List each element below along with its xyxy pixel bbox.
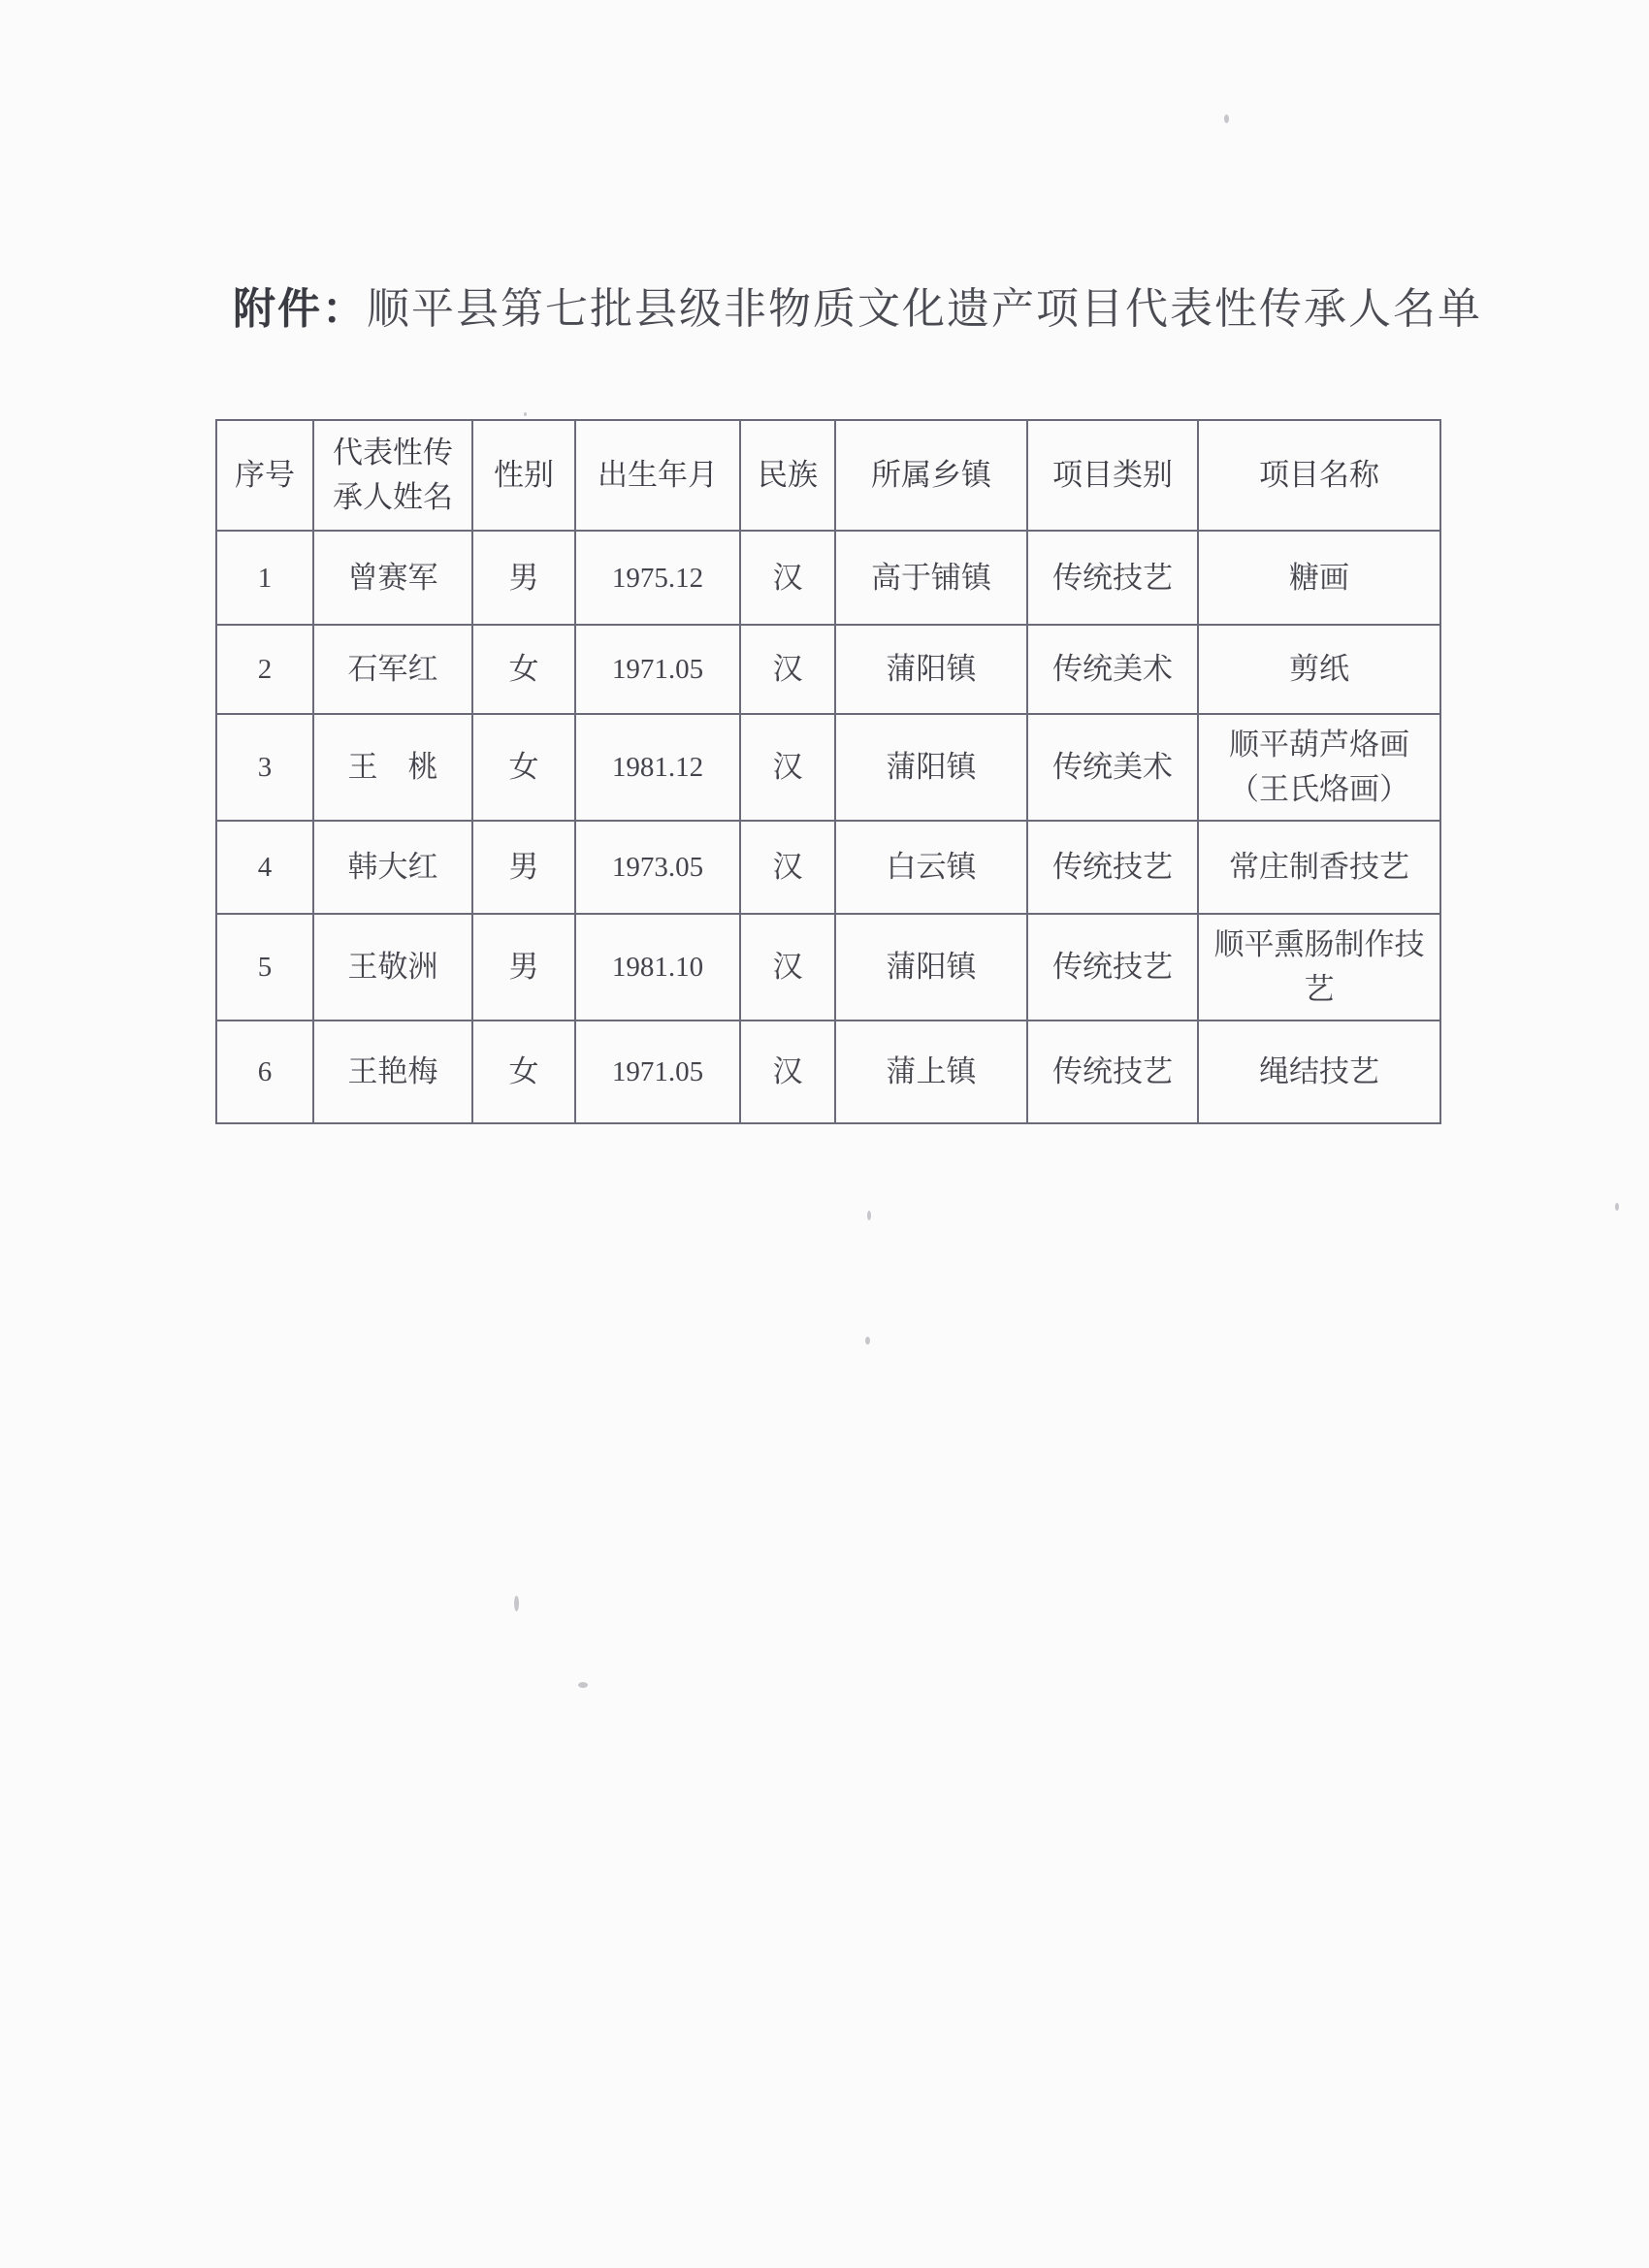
title-prefix: 附件： [233,284,367,334]
cell-project: 顺平熏肠制作技艺 [1198,914,1440,1021]
cell-seq: 3 [216,714,313,821]
cell-category: 传统技艺 [1027,531,1198,625]
cell-ethnicity: 汉 [740,714,835,821]
cell-ethnicity: 汉 [740,531,835,625]
cell-name: 韩大红 [313,821,472,914]
cell-name: 王艳梅 [313,1021,472,1123]
cell-ethnicity: 汉 [740,914,835,1021]
header-seq: 序号 [216,420,313,531]
cell-gender: 女 [472,1021,575,1123]
cell-name: 王敬洲 [313,914,472,1021]
cell-project: 常庄制香技艺 [1198,821,1440,914]
cell-project: 顺平葫芦烙画（王氏烙画） [1198,714,1440,821]
cell-name: 王 桃 [313,714,472,821]
header-name: 代表性传承人姓名 [313,420,472,531]
header-birth: 出生年月 [575,420,740,531]
scan-speck [514,1596,519,1611]
header-ethnicity: 民族 [740,420,835,531]
cell-gender: 男 [472,821,575,914]
cell-gender: 女 [472,625,575,714]
header-gender: 性别 [472,420,575,531]
cell-category: 传统技艺 [1027,914,1198,1021]
cell-birth: 1971.05 [575,1021,740,1123]
scan-speck [867,1211,871,1220]
cell-category: 传统技艺 [1027,821,1198,914]
table-row [216,625,1440,714]
cell-name: 石军红 [313,625,472,714]
title-text: 顺平县第七批县级非物质文化遗产项目代表性传承人名单 [367,284,1482,334]
cell-gender: 男 [472,531,575,625]
cell-birth: 1981.10 [575,914,740,1021]
cell-ethnicity: 汉 [740,821,835,914]
header-row [216,420,1440,531]
cell-township: 蒲阳镇 [835,714,1027,821]
table-row [216,821,1440,914]
header-township: 所属乡镇 [835,420,1027,531]
cell-category: 传统美术 [1027,625,1198,714]
table-row [216,531,1440,625]
cell-category: 传统技艺 [1027,1021,1198,1123]
table-row [216,1021,1440,1123]
cell-gender: 女 [472,714,575,821]
cell-seq: 1 [216,531,313,625]
cell-township: 高于铺镇 [835,531,1027,625]
cell-seq: 4 [216,821,313,914]
cell-seq: 2 [216,625,313,714]
cell-ethnicity: 汉 [740,1021,835,1123]
cell-township: 蒲阳镇 [835,914,1027,1021]
cell-birth: 1981.12 [575,714,740,821]
cell-birth: 1975.12 [575,531,740,625]
cell-gender: 男 [472,914,575,1021]
table-row [216,714,1440,821]
scan-speck [524,412,527,416]
cell-birth: 1971.05 [575,625,740,714]
scan-speck [578,1682,588,1688]
scan-speck [1615,1203,1619,1211]
cell-project: 糖画 [1198,531,1440,625]
inheritors-table [215,419,1441,1124]
cell-birth: 1973.05 [575,821,740,914]
header-project: 项目名称 [1198,420,1440,531]
table-row [216,914,1440,1021]
cell-project: 绳结技艺 [1198,1021,1440,1123]
header-category: 项目类别 [1027,420,1198,531]
cell-project: 剪纸 [1198,625,1440,714]
scan-speck [1224,114,1229,123]
cell-seq: 6 [216,1021,313,1123]
cell-name: 曾赛军 [313,531,472,625]
document-title [233,274,1482,336]
cell-township: 白云镇 [835,821,1027,914]
cell-ethnicity: 汉 [740,625,835,714]
scan-speck [865,1337,870,1345]
cell-category: 传统美术 [1027,714,1198,821]
cell-township: 蒲阳镇 [835,625,1027,714]
cell-seq: 5 [216,914,313,1021]
cell-township: 蒲上镇 [835,1021,1027,1123]
